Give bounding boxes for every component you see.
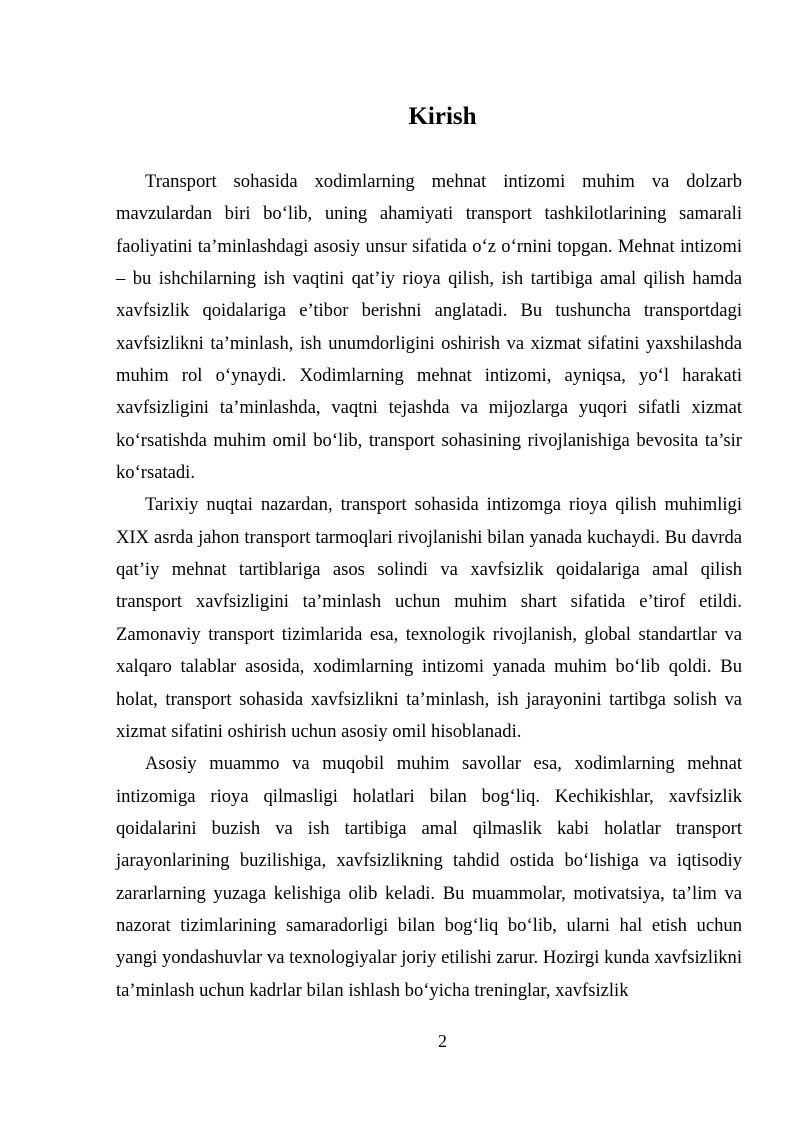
paragraph-2: Tarixiy nuqtai nazardan, transport sohasida intizomga rioya qilish muhimligi XIX asrda jahon transport tarmoqlari rivojlanishi bilan yanada kuchaydi. Bu davrda qat’iy mehnat tartiblariga asos solindi va xavfsizlik qoidalariga amal qilish transport xavfsizligini ta’minlash uchun muhim shart sifatida e’tirof etildi. Zamonaviy transport tizimlarida esa, texnologik rivojlanish, global standartlar va xalqaro talablar asosida, xodimlarning intizomi yanada muhim bo‘lib qoldi. Bu holat, transport sohasida xavfsizlikni ta’minlash, ish jarayonini tartibga solish va xizmat sifatini oshirish uchun asosiy omil hisoblanadi. — [116, 494, 742, 742]
page-title: Kirish — [408, 103, 477, 130]
paragraph-3: Asosiy muammo va muqobil muhim savollar esa, xodimlarning mehnat intizomiga rioya qilmasligi holatlari bilan bog‘liq. Kechikishlar, xavfsizlik qoidalarini buzish va ish tartibiga amal qilmaslik kabi holatlar transport jarayonlarining buzilishiga, xavfsizlikning tahdid ostida bo‘lishiga va iqtisodiy zararlarning yuzaga kelishiga olib keladi. Bu muammolar, motivatsiya, ta’lim va nazorat tizimlarining samaradorligi bilan bog‘liq bo‘lib, ularni hal etish uchun yangi yondashuvlar va texnologiyalar joriy etilishi zarur. Hozirgi kunda xavfsizlikni ta’minlash uchun kadrlar bilan ishlash bo‘yicha treninglar, xavfsizlik — [116, 753, 742, 1001]
page-number: 2 — [438, 1031, 447, 1051]
paragraph-1: Transport sohasida xodimlarning mehnat intizomi muhim va dolzarb mavzulardan biri bo‘lib, uning ahamiyati transport tashkilotlarining samarali faoliyatini ta’minlashdagi asosiy unsur sifatida o‘z o‘rnini topgan. Mehnat intizomi – bu ishchilarning ish vaqtini qat’iy rioya qilish, ish tartibiga amal qilish hamda xavfsizlik qoidalariga e’tibor berishni anglatadi. Bu tushuncha transportdagi xavfsizlikni ta’minlash, ish unumdorligini oshirish va xizmat sifatini yaxshilashda muhim rol o‘ynaydi. Xodimlarning mehnat intizomi, ayniqsa, yo‘l harakati xavfsizligini ta’minlashda, vaqtni tejashda va mijozlarga yuqori sifatli xizmat ko‘rsatishda muhim omil bo‘lib, transport sohasining rivojlanishiga bevosita ta’sir ko‘rsatadi. — [116, 171, 742, 484]
body-text — [116, 166, 742, 1007]
